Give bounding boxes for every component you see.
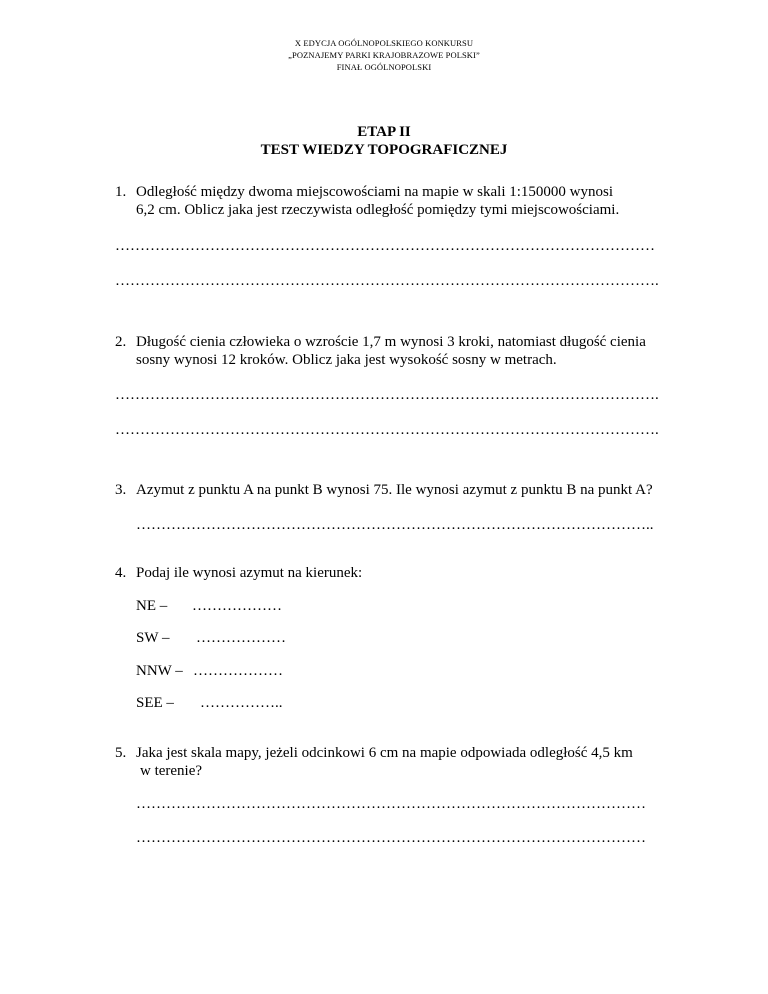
question-3-number: 3. [115, 482, 127, 498]
question-3-text-line1: Azymut z punktu A na punkt B wynosi 75. Ile wynosi azymut z punktu B na punkt A? [136, 482, 653, 498]
question-5-text-line1: Jaka jest skala mapy, jeżeli odcinkowi 6 cm na mapie odpowiada odległość 4,5 km [136, 745, 633, 761]
direction-sw-answer[interactable]: ……………… [196, 630, 286, 646]
direction-sw-label: SW – [136, 630, 170, 646]
question-2-text-line2: sosny wynosi 12 kroków. Oblicz jaka jest wysokość sosny w metrach. [136, 352, 557, 368]
question-2-answer-line2[interactable]: ………………………………………………………………………………………………. [115, 422, 659, 438]
question-1-answer-line1[interactable]: ……………………………………………………………………………………………… [115, 238, 655, 254]
question-1-text-line1: Odległość między dwoma miejscowościami na mapie w skali 1:150000 wynosi [136, 184, 613, 200]
question-2-text-line1: Długość cienia człowieka o wzroście 1,7 m wynosi 3 kroki, natomiast długość cienia [136, 334, 646, 350]
test-title: TEST WIEDZY TOPOGRAFICZNEJ [260, 142, 508, 158]
direction-nnw-label: NNW – [136, 663, 183, 679]
question-2-number: 2. [115, 334, 127, 350]
question-5-answer-line2[interactable]: ………………………………………………………………………………………… [136, 830, 646, 846]
stage-title: ETAP II [357, 124, 411, 140]
question-5-number: 5. [115, 745, 127, 761]
question-5-text-line2: w terenie? [140, 763, 203, 779]
direction-see-answer[interactable]: …………….. [200, 695, 283, 711]
direction-ne-answer[interactable]: ……………… [192, 598, 282, 614]
question-5-answer-line1[interactable]: ………………………………………………………………………………………… [136, 796, 646, 812]
header-competition-name: „POZNAJEMY PARKI KRAJOBRAZOWE POLSKI” [288, 50, 480, 60]
question-1-answer-line2[interactable]: ………………………………………………………………………………………………. [115, 273, 659, 289]
question-1-text-line2: 6,2 cm. Oblicz jaka jest rzeczywista odległość pomiędzy tymi miejscowościami. [136, 202, 620, 218]
direction-ne-label: NE – [136, 598, 168, 614]
direction-nnw-answer[interactable]: ……………… [193, 663, 283, 679]
header-competition-edition: X EDYCJA OGÓLNOPOLSKIEGO KONKURSU [294, 38, 474, 48]
question-4-number: 4. [115, 565, 127, 581]
question-1-number: 1. [115, 184, 127, 200]
question-2-answer-line1[interactable]: ………………………………………………………………………………………………. [115, 387, 659, 403]
question-3-answer-line1[interactable]: ………………………………………………………………………………………….. [136, 517, 654, 533]
header-final: FINAŁ OGÓLNOPOLSKI [336, 62, 432, 72]
direction-see-label: SEE – [136, 695, 174, 711]
question-4-text-line1: Podaj ile wynosi azymut na kierunek: [136, 565, 363, 581]
